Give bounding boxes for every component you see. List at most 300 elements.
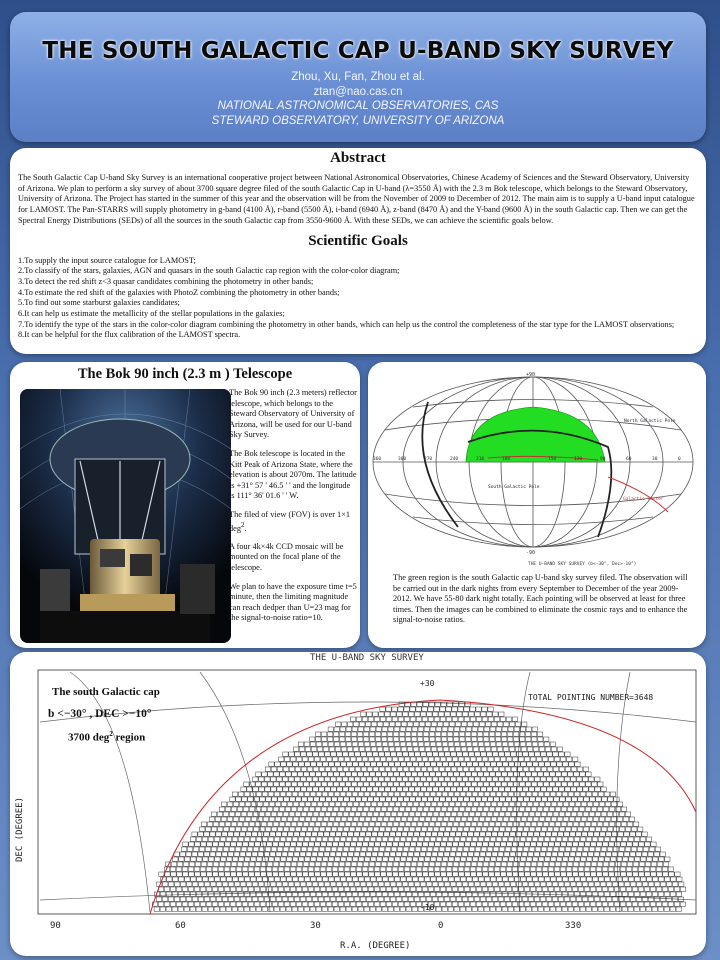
pointing-tile [451, 752, 456, 756]
pointing-tile [202, 837, 207, 841]
pointing-tile [357, 807, 362, 811]
pointing-tile [402, 852, 407, 856]
pointing-tile [340, 837, 345, 841]
pointing-tile [598, 862, 603, 866]
pointing-tile [436, 727, 441, 731]
pointing-tile [621, 822, 626, 826]
pointing-tile [448, 782, 453, 786]
pointing-tile [445, 712, 450, 716]
pointing-tile [553, 777, 558, 781]
pointing-tile [484, 732, 489, 736]
pointing-tile [400, 732, 405, 736]
pointing-tile [271, 777, 276, 781]
pointing-tile [579, 842, 584, 846]
pointing-tile [643, 882, 648, 886]
pointing-tile [316, 862, 321, 866]
pointing-tile [484, 742, 489, 746]
pointing-tile [487, 812, 492, 816]
pointing-tile [301, 812, 306, 816]
pointing-tile [439, 812, 444, 816]
pointing-tile [537, 887, 542, 891]
pointing-tile [530, 827, 535, 831]
pointing-tile [212, 867, 217, 871]
pointing-tile [395, 817, 400, 821]
pointing-tile [583, 777, 588, 781]
pointing-tile [440, 827, 445, 831]
pointing-tile [290, 867, 295, 871]
pointing-tile [382, 907, 387, 911]
pointing-tile [471, 807, 476, 811]
pointing-tile [608, 867, 613, 871]
pointing-tile [337, 777, 342, 781]
pointing-tile [497, 817, 502, 821]
pointing-tile [366, 852, 371, 856]
pointing-tile [331, 752, 336, 756]
pointing-tile [649, 847, 654, 851]
pointing-tile [249, 842, 254, 846]
pointing-tile [419, 747, 424, 751]
pointing-tile [418, 732, 423, 736]
pointing-tile [620, 867, 625, 871]
pointing-tile [412, 907, 417, 911]
pointing-tile [529, 882, 534, 886]
pointing-tile [493, 752, 498, 756]
pointing-tile [373, 812, 378, 816]
pointing-tile [349, 812, 354, 816]
pointing-tile [550, 862, 555, 866]
pointing-tile [400, 782, 405, 786]
authors: Zhou, Xu, Fan, Zhou et al. [291, 71, 425, 83]
pointing-tile [318, 852, 323, 856]
pointing-tile [392, 707, 397, 711]
pointing-tile [442, 837, 447, 841]
pointing-tile [508, 737, 513, 741]
pointing-tile [640, 862, 645, 866]
pointing-tile [592, 782, 597, 786]
pointing-tile [406, 792, 411, 796]
pointing-tile [225, 842, 230, 846]
pointing-tile [519, 842, 524, 846]
pointing-tile [676, 892, 681, 896]
pointing-tile [568, 892, 573, 896]
pointing-tile [322, 862, 327, 866]
pointing-tile [503, 857, 508, 861]
pointing-tile [490, 727, 495, 731]
pointing-tile [567, 757, 572, 761]
pointing-tile [444, 897, 449, 901]
pointing-tile [321, 757, 326, 761]
pointing-tile [504, 802, 509, 806]
pointing-tile [238, 892, 243, 896]
pointing-tile [562, 892, 567, 896]
pointing-tile [213, 872, 218, 876]
pointing-tile [517, 752, 522, 756]
dec-axis-label: DEC (DEGREE) [15, 796, 25, 862]
pointing-tile [289, 777, 294, 781]
pointing-tile [492, 802, 497, 806]
pointing-tile [233, 817, 238, 821]
pointing-tile [348, 832, 353, 836]
pointing-tile [338, 867, 343, 871]
pointing-tile [431, 877, 436, 881]
pointing-tile [400, 907, 405, 911]
pointing-tile [606, 802, 611, 806]
pointing-tile [345, 822, 350, 826]
pointing-tile [532, 782, 537, 786]
pointing-tile [219, 807, 224, 811]
pointing-tile [330, 802, 335, 806]
pointing-tile [420, 897, 425, 901]
pointing-tile [418, 792, 423, 796]
pointing-tile [458, 902, 463, 906]
pointing-tile [369, 822, 374, 826]
pointing-tile [527, 817, 532, 821]
pointing-tile [526, 742, 531, 746]
pointing-tile [427, 787, 432, 791]
pointing-tile [597, 887, 602, 891]
pointing-tile [411, 807, 416, 811]
pointing-tile [303, 872, 308, 876]
pointing-tile [453, 872, 458, 876]
pointing-tile [316, 772, 321, 776]
pointing-tile [236, 867, 241, 871]
pointing-tile [583, 812, 588, 816]
pointing-tile [239, 877, 244, 881]
pointing-tile [292, 837, 297, 841]
pointing-tile [277, 847, 282, 851]
pointing-tile [509, 877, 514, 881]
pointing-tile [160, 907, 165, 911]
pointing-tile [460, 727, 465, 731]
pointing-tile [307, 787, 312, 791]
pointing-tile [492, 832, 497, 836]
pointing-tile [492, 897, 497, 901]
pointing-tile [593, 877, 598, 881]
pointing-tile [381, 842, 386, 846]
pointing-tile [453, 757, 458, 761]
pointing-tile [352, 742, 357, 746]
ra-tick: 60 [626, 457, 632, 462]
pointing-tile [480, 802, 485, 806]
pointing-tile [363, 757, 368, 761]
pointing-tile [289, 767, 294, 771]
pointing-tile [176, 902, 181, 906]
pointing-tile [512, 717, 517, 721]
pointing-tile [357, 757, 362, 761]
pointing-tile [238, 862, 243, 866]
pointing-tile [468, 832, 473, 836]
pointing-tile [380, 797, 385, 801]
goal-item: 4.To estimate the red shift of the galaxies with PhotoZ combining the photometry in other bands; [18, 287, 340, 297]
pointing-tile [330, 897, 335, 901]
pointing-tile [223, 847, 228, 851]
pointing-tile [490, 732, 495, 736]
ra-tick: 90 [50, 921, 61, 931]
pointing-tile [545, 817, 550, 821]
pointing-tile [484, 727, 489, 731]
pointing-tile [205, 882, 210, 886]
pointing-tile [361, 712, 366, 716]
pointing-tile [309, 807, 314, 811]
pointing-tile [525, 842, 530, 846]
pointing-tile [412, 792, 417, 796]
pointing-tile [647, 877, 652, 881]
pointing-tile [515, 817, 520, 821]
pointing-tile [329, 857, 334, 861]
pointing-tile [496, 772, 501, 776]
ra-tick: 180 [502, 457, 511, 462]
pointing-tile [592, 837, 597, 841]
pointing-tile [354, 802, 359, 806]
sky-map-panel [368, 362, 706, 648]
pointing-tile [520, 742, 525, 746]
pointing-tile [244, 792, 249, 796]
pointing-tile [395, 857, 400, 861]
pointing-tile [565, 752, 570, 756]
pointing-tile [367, 787, 372, 791]
pointing-tile [371, 817, 376, 821]
pointing-tile [409, 787, 414, 791]
pointing-tile [404, 797, 409, 801]
pointing-tile [467, 817, 472, 821]
pointing-tile [401, 817, 406, 821]
ra-tick: 240 [450, 457, 459, 462]
pointing-tile [248, 797, 253, 801]
pointing-tile [589, 882, 594, 886]
pointing-tile [243, 842, 248, 846]
pointing-tile [531, 807, 536, 811]
pointing-tile [641, 877, 646, 881]
pointing-tile [453, 807, 458, 811]
pointing-tile [389, 762, 394, 766]
pointing-tile [216, 897, 221, 901]
pointing-tile [343, 787, 348, 791]
pointing-tile [256, 907, 261, 911]
pointing-tile [298, 862, 303, 866]
pointing-tile [609, 807, 614, 811]
pointing-tile [211, 847, 216, 851]
pointing-tile [178, 862, 183, 866]
pointing-tile [496, 837, 501, 841]
pointing-tile [423, 807, 428, 811]
pointing-tile [611, 877, 616, 881]
pointing-tile [459, 822, 464, 826]
pointing-tile [514, 782, 519, 786]
pointing-tile [555, 822, 560, 826]
pointing-tile [420, 722, 425, 726]
pointing-tile [300, 897, 305, 901]
pointing-tile [212, 827, 217, 831]
pointing-tile [290, 902, 295, 906]
pointing-tile [447, 807, 452, 811]
pointing-tile [366, 802, 371, 806]
bok-p4: A four 4k×4k CCD mosaic will be mounted on the focal plane of the telescope. [229, 541, 344, 573]
pointing-tile [253, 787, 258, 791]
pointing-tile [291, 822, 296, 826]
pointing-tile [515, 747, 520, 751]
pointing-tile [517, 882, 522, 886]
pointing-tile [267, 822, 272, 826]
pointing-tile [333, 822, 338, 826]
pointing-tile [503, 817, 508, 821]
pointing-tile [337, 882, 342, 886]
pointing-tile [374, 797, 379, 801]
pointing-tile [656, 902, 661, 906]
pointing-tile [328, 837, 333, 841]
pointing-tile [621, 872, 626, 876]
pointing-tile [280, 792, 285, 796]
pointing-tile [253, 882, 258, 886]
pointing-tile [399, 807, 404, 811]
pointing-tile [230, 827, 235, 831]
pointing-tile [392, 827, 397, 831]
pointing-tile [506, 867, 511, 871]
pointing-tile [269, 877, 274, 881]
pointing-tile [176, 867, 181, 871]
pointing-tile [232, 892, 237, 896]
pointing-tile [382, 732, 387, 736]
pointing-tile [464, 797, 469, 801]
pointing-tile [609, 842, 614, 846]
pointing-tile [452, 717, 457, 721]
pointing-tile [358, 792, 363, 796]
pointing-tile [422, 797, 427, 801]
pointing-tile [293, 817, 298, 821]
pointing-tile [366, 722, 371, 726]
pointing-tile [432, 802, 437, 806]
pointing-tile [464, 867, 469, 871]
pointing-tile [549, 822, 554, 826]
pointing-tile [467, 747, 472, 751]
pointing-tile [434, 797, 439, 801]
pointing-tile [549, 842, 554, 846]
pointing-tile [472, 732, 477, 736]
pointing-tile [340, 782, 345, 786]
pointing-tile [340, 862, 345, 866]
pointing-tile [295, 777, 300, 781]
pointing-tile [169, 882, 174, 886]
pointing-tile [571, 847, 576, 851]
pointing-tile [511, 882, 516, 886]
pointing-tile [580, 772, 585, 776]
pointing-tile [582, 897, 587, 901]
pointing-tile [387, 842, 392, 846]
pointing-tile [329, 762, 334, 766]
pointing-tile [398, 797, 403, 801]
pointing-tile [533, 857, 538, 861]
pointing-tile [284, 797, 289, 801]
pointing-tile [667, 882, 672, 886]
pointing-tile [454, 732, 459, 736]
pointing-tile [260, 902, 265, 906]
pointing-tile [635, 877, 640, 881]
pointing-tile [240, 897, 245, 901]
pointing-tile [586, 772, 591, 776]
pointing-tile [488, 827, 493, 831]
pointing-tile [577, 787, 582, 791]
pointing-tile [423, 887, 428, 891]
pointing-tile [383, 817, 388, 821]
pointing-tile [589, 847, 594, 851]
pointing-tile [387, 757, 392, 761]
pointing-tile [681, 887, 686, 891]
pointing-tile [223, 882, 228, 886]
pointing-tile [295, 787, 300, 791]
pointing-tile [385, 882, 390, 886]
pointing-tile [490, 792, 495, 796]
abstract-panel [10, 148, 706, 354]
pointing-tile [627, 887, 632, 891]
pointing-tile [326, 867, 331, 871]
pointing-tile [365, 762, 370, 766]
pointing-tile [286, 837, 291, 841]
pointing-tile [307, 767, 312, 771]
pointing-tile [311, 762, 316, 766]
pointing-tile [259, 787, 264, 791]
pointing-tile [407, 877, 412, 881]
pointing-tile [290, 797, 295, 801]
pointing-tile [649, 882, 654, 886]
pointing-tile [594, 802, 599, 806]
pointing-tile [535, 752, 540, 756]
pointing-tile [171, 887, 176, 891]
pointing-tile [309, 872, 314, 876]
pointing-tile [490, 892, 495, 896]
pointing-tile [552, 897, 557, 901]
pointing-tile [670, 907, 675, 911]
pointing-tile [603, 872, 608, 876]
pointing-tile [536, 867, 541, 871]
pointing-tile [416, 717, 421, 721]
pointing-tile [399, 872, 404, 876]
pointing-tile [549, 872, 554, 876]
pointing-tile [652, 907, 657, 911]
pointing-tile [478, 792, 483, 796]
pointing-tile [391, 712, 396, 716]
pointing-tile [541, 777, 546, 781]
pointing-tile [453, 887, 458, 891]
pointing-tile [506, 717, 511, 721]
pointing-tile [573, 822, 578, 826]
pointing-tile [472, 862, 477, 866]
pointing-tile [435, 757, 440, 761]
pointing-tile [538, 737, 543, 741]
pointing-tile [365, 817, 370, 821]
pointing-tile [416, 797, 421, 801]
pointing-tile [200, 867, 205, 871]
pointing-tile [376, 892, 381, 896]
pointing-tile [505, 777, 510, 781]
pointing-tile [270, 832, 275, 836]
pointing-tile [221, 817, 226, 821]
pointing-tile [380, 867, 385, 871]
pointing-tile [278, 902, 283, 906]
pointing-tile [406, 737, 411, 741]
pointing-tile [418, 837, 423, 841]
abstract-text: The South Galactic Cap U-band Sky Survey is an international cooperative project between National Astronomical Observatories, Chinese Academy of Sciences and the Steward Observatory, University of Arizona. We plan to perform a sky survey of about 3700 square degree filed of the south Galactic Cap in U-band (λ=3550 Å) with the 2.3 m Bok telescope, which belongs to the Steward Observatory, University of Arizona. The Project has started in the summer of this year and the observation will be from the November of 2009 to December of 2012. The main aim is to supply a U-band input catalogue for LAMOST. The Pan-STARRS will supply photometry in g-band (4100 Å), r-band (5500 Å), i-band (6940 Å), z-band (8470 Å) and the Y-band (9600 Å) in the south Galactic cap. Then we can get the Spectral Energy Distributions (SEDs) of all the sources in the south Galactic cap from 3550-9600 Å. With these SEDs, we can achieve the scientific goals below. [18, 173, 695, 225]
pointing-tile [322, 907, 327, 911]
pointing-tile [501, 807, 506, 811]
pointing-tile [322, 772, 327, 776]
pointing-tile [467, 877, 472, 881]
pointing-tile [326, 797, 331, 801]
pointing-tile [300, 832, 305, 836]
pointing-tile [304, 772, 309, 776]
pointing-tile [339, 757, 344, 761]
pointing-tile [482, 797, 487, 801]
pointing-tile [526, 837, 531, 841]
pointing-tile [550, 837, 555, 841]
